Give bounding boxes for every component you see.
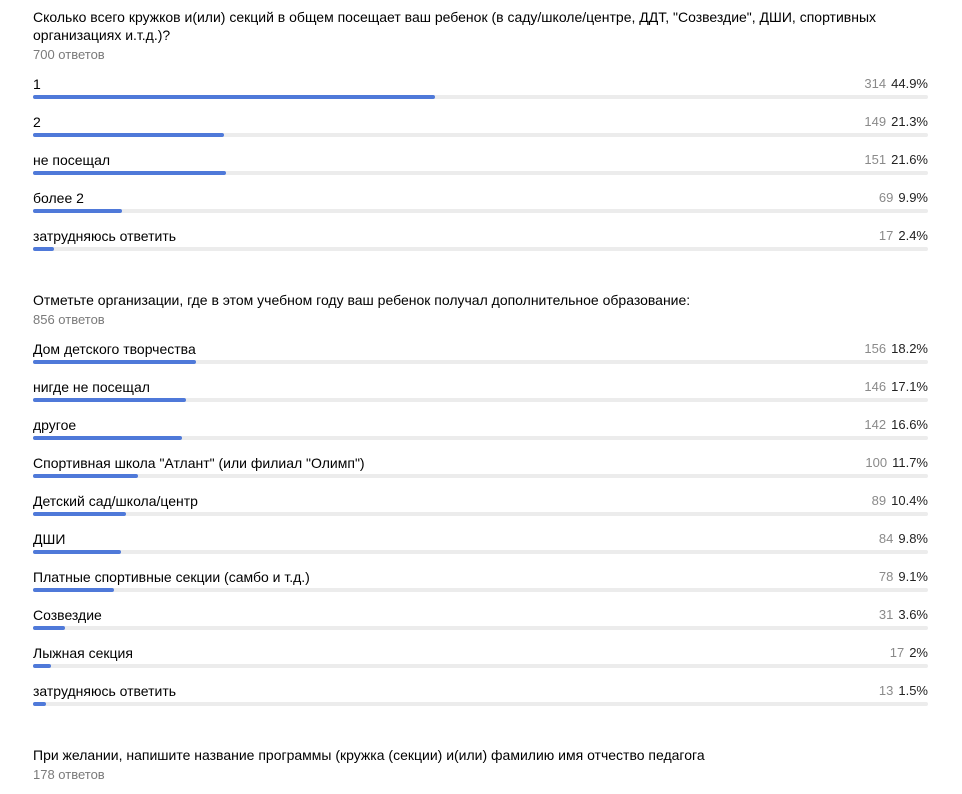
answer-option: [33, 644, 928, 682]
progress-fill: [33, 95, 435, 99]
progress-fill: [33, 247, 54, 251]
answer-option: [33, 530, 928, 568]
answer-percent: 3.6%: [898, 607, 928, 622]
progress-track: [33, 512, 928, 516]
progress-track: [33, 398, 928, 402]
answer-percent: 21.6%: [891, 152, 928, 167]
answer-stats: [872, 492, 928, 510]
answer-stats: [879, 682, 928, 700]
progress-track: [33, 95, 928, 99]
answer-percent: 11.7%: [892, 455, 928, 470]
progress-fill: [33, 398, 186, 402]
answer-percent: 21.3%: [891, 114, 928, 129]
answer-label: не посещал: [33, 152, 111, 168]
progress-track: [33, 702, 928, 706]
answer-stats: [890, 644, 928, 662]
answer-percent: 9.8%: [898, 531, 928, 546]
answer-label: Лыжная секция: [33, 645, 133, 661]
progress-track: [33, 588, 928, 592]
answer-stats: [864, 113, 928, 131]
progress-fill: [33, 702, 46, 706]
answer-option: [33, 606, 928, 644]
answer-count: 17: [889, 645, 905, 660]
progress-fill: [33, 133, 224, 137]
progress-track: [33, 360, 928, 364]
answer-label: Спортивная школа "Атлант" (или филиал "Олимп"): [33, 455, 365, 471]
answer-percent: 2.4%: [898, 228, 928, 243]
question-title: Сколько всего кружков и(или) секций в общем посещает ваш ребенок (в саду/школе/центре, ДДТ, "Созвездие", ДШИ, спортивных организациях и.т.д.)?: [33, 9, 877, 43]
answer-percent: 18.2%: [891, 341, 928, 356]
answer-option: [33, 113, 928, 151]
answer-label: 1: [33, 76, 41, 92]
question-block: [33, 8, 928, 265]
answer-label: другое: [33, 417, 77, 433]
question-title: При желании, напишите название программы (кружка (секции) и(или) фамилию имя отчество педагога: [33, 747, 705, 763]
answer-label: затрудняюсь ответить: [33, 228, 177, 244]
progress-track: [33, 436, 928, 440]
answer-count: 142: [864, 417, 887, 432]
answer-option: [33, 189, 928, 227]
answer-percent: 9.1%: [898, 569, 928, 584]
question-block: [33, 746, 928, 783]
answer-option: [33, 75, 928, 113]
answer-percent: 17.1%: [891, 379, 928, 394]
answer-count: 314: [864, 76, 887, 91]
response-count: 700 ответов: [33, 47, 105, 62]
answer-option: [33, 340, 928, 378]
answer-label: более 2: [33, 190, 84, 206]
answer-option: [33, 227, 928, 265]
answer-stats: [864, 416, 928, 434]
answer-count: 84: [878, 531, 894, 546]
answer-count: 78: [878, 569, 894, 584]
options-list: [33, 75, 928, 265]
answer-stats: [879, 568, 928, 586]
progress-track: [33, 209, 928, 213]
progress-fill: [33, 626, 65, 630]
progress-fill: [33, 512, 126, 516]
progress-fill: [33, 171, 226, 175]
answer-label: 2: [33, 114, 41, 130]
answer-stats: [879, 530, 928, 548]
answer-percent: 9.9%: [898, 190, 928, 205]
question-block: [33, 291, 928, 720]
progress-track: [33, 171, 928, 175]
progress-track: [33, 474, 928, 478]
response-count: 856 ответов: [33, 312, 105, 327]
answer-count: 69: [878, 190, 894, 205]
answer-stats: [864, 340, 928, 358]
answer-stats: [879, 606, 928, 624]
answer-option: [33, 151, 928, 189]
answer-count: 146: [864, 379, 887, 394]
question-title: Отметьте организации, где в этом учебном году ваш ребенок получал дополнительное образование:: [33, 292, 691, 308]
answer-option: [33, 682, 928, 720]
answer-label: Платные спортивные секции (самбо и т.д.): [33, 569, 310, 585]
answer-option: [33, 492, 928, 530]
options-list: [33, 340, 928, 720]
progress-track: [33, 247, 928, 251]
answer-stats: [879, 227, 928, 245]
answer-option: [33, 568, 928, 606]
answer-stats: [865, 454, 928, 472]
answer-count: 156: [864, 341, 887, 356]
progress-track: [33, 550, 928, 554]
answer-count: 13: [878, 683, 894, 698]
answer-percent: 44.9%: [891, 76, 928, 91]
progress-track: [33, 626, 928, 630]
answer-percent: 1.5%: [898, 683, 928, 698]
answer-label: Дом детского творчества: [33, 341, 196, 357]
answer-count: 100: [865, 455, 888, 470]
progress-fill: [33, 588, 114, 592]
answer-percent: 16.6%: [891, 417, 928, 432]
answer-count: 89: [871, 493, 887, 508]
answer-label: Детский сад/школа/центр: [33, 493, 198, 509]
progress-track: [33, 664, 928, 668]
answer-stats: [864, 151, 928, 169]
answer-count: 17: [878, 228, 894, 243]
answer-stats: [864, 378, 928, 396]
answer-option: [33, 416, 928, 454]
answer-count: 151: [864, 152, 887, 167]
answer-label: нигде не посещал: [33, 379, 150, 395]
answer-label: ДШИ: [33, 531, 66, 547]
answer-percent: 2%: [909, 645, 928, 660]
progress-track: [33, 133, 928, 137]
progress-fill: [33, 209, 122, 213]
progress-fill: [33, 664, 51, 668]
answer-label: затрудняюсь ответить: [33, 683, 177, 699]
answer-option: [33, 454, 928, 492]
progress-fill: [33, 550, 121, 554]
answer-label: Созвездие: [33, 607, 102, 623]
progress-fill: [33, 474, 138, 478]
answer-count: 149: [864, 114, 887, 129]
answer-stats: [864, 75, 928, 93]
answer-option: [33, 378, 928, 416]
response-count: 178 ответов: [33, 767, 105, 782]
progress-fill: [33, 436, 182, 440]
answer-percent: 10.4%: [891, 493, 928, 508]
progress-fill: [33, 360, 196, 364]
answer-count: 31: [878, 607, 894, 622]
answer-stats: [879, 189, 928, 207]
